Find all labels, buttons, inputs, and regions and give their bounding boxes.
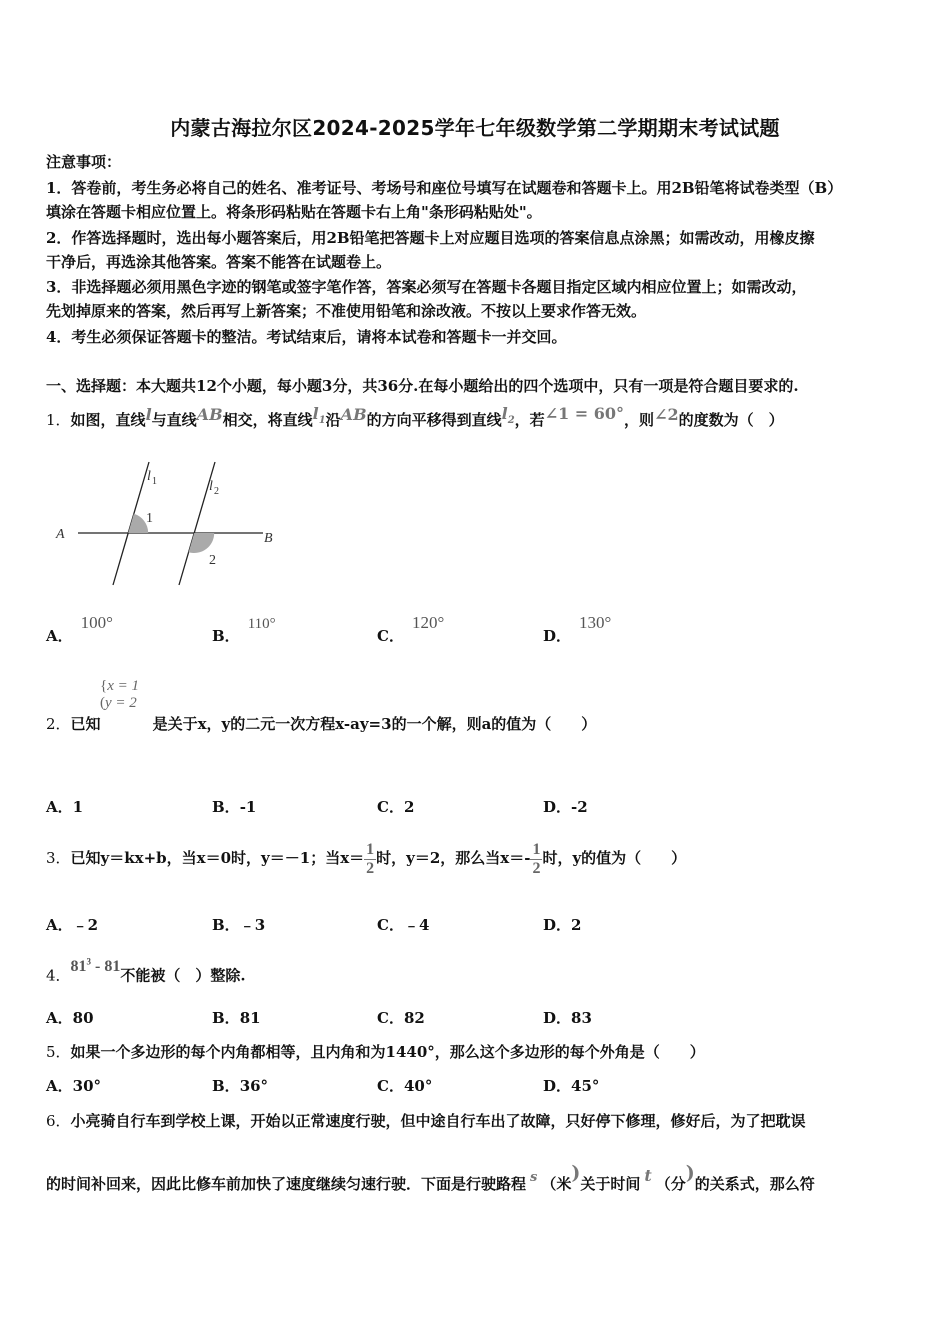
q4-option-c[interactable]: C．82 xyxy=(377,1009,425,1027)
q3-option-c[interactable]: C．﹣4 xyxy=(377,916,430,934)
q1-option-b[interactable]: B．110° xyxy=(212,616,276,645)
q1-option-c[interactable]: C．120° xyxy=(377,613,445,645)
q3-option-d[interactable]: D．2 xyxy=(543,916,582,934)
q2-option-c[interactable]: C．2 xyxy=(377,798,415,816)
notice-line-3a: 3．非选择题必须用黑色字迹的钢笔或签字笔作答，答案必须写在答题卡各题目指定区域内相应位置上；如需改动， xyxy=(46,278,807,296)
notice-line-3b: 先划掉原来的答案，然后再写上新答案；不准使用铅笔和涂改液。不按以上要求作答无效。 xyxy=(46,302,647,320)
question-4: 4．$81^3 - 81$不能被（ ）整除. xyxy=(46,957,246,985)
q5-option-d[interactable]: D．45° xyxy=(543,1077,600,1095)
section-heading: 一、选择题：本大题共12个小题，每小题3分，共36分.在每小题给出的四个选项中，只有一项是符合题目要求的. xyxy=(46,377,799,395)
q2-option-b[interactable]: B．-1 xyxy=(212,798,257,816)
label-l2: l xyxy=(209,479,213,494)
notice-line-2b: 干净后，再选涂其他答案。答案不能答在试题卷上。 xyxy=(46,253,392,271)
q2-option-a[interactable]: A．1 xyxy=(46,798,84,816)
label-l2-sub: 2 xyxy=(214,486,219,497)
fraction-half-1: $\frac{1}{2}$ xyxy=(366,840,375,877)
q4-option-a[interactable]: A．80 xyxy=(46,1009,94,1027)
q1-option-d[interactable]: D．130° xyxy=(543,613,612,645)
q2-system: {x = 1 (y = 2 xyxy=(100,678,139,711)
label-b: B xyxy=(264,531,273,546)
q5-option-c[interactable]: C．40° xyxy=(377,1077,433,1095)
label-a: A xyxy=(56,527,65,542)
page-title: 内蒙古海拉尔区2024-2025学年七年级数学第二学期期末考试试题 xyxy=(170,116,780,140)
q5-option-a[interactable]: A．30° xyxy=(46,1077,102,1095)
question-6-line-2: 的时间补回来，因此比修车前加快了速度继续匀速行驶．下面是行驶路程 s （米)关于时间 t （分)的关系式，那么符 xyxy=(46,1162,815,1193)
q3-option-b[interactable]: B．﹣3 xyxy=(212,916,266,934)
label-angle-1: 1 xyxy=(146,511,153,526)
notice-line-1a: 1．答卷前，考生务必将自己的姓名、准考证号、考场号和座位号填写在试题卷和答题卡上。用2B铅笔将试卷类型（B） xyxy=(46,179,843,197)
q5-option-b[interactable]: B．36° xyxy=(212,1077,269,1095)
notice-line-4: 4．考生必须保证答题卡的整洁。考试结束后，请将本试卷和答题卡一并交回。 xyxy=(46,328,567,346)
label-l1-sub: 1 xyxy=(152,476,157,487)
question-1: 1．如图，直线l与直线AB相交，将直线$l_1$沿AB的方向平移得到直线$l_2$，若∠1 = 60°，则∠2的度数为（ ） xyxy=(46,404,784,429)
q4-option-b[interactable]: B．81 xyxy=(212,1009,261,1027)
question-6-line-1: 6．小亮骑自行车到学校上课，开始以正常速度行驶，但中途自行车出了故障，只好停下修理，修好后，为了把耽误 xyxy=(46,1112,806,1130)
q4-option-d[interactable]: D．83 xyxy=(543,1009,592,1027)
question-2: 2．已知 是关于x，y的二元一次方程x-ay=3的一个解，则a的值为（ ） xyxy=(46,715,597,733)
question-3: 3．已知y＝kx+b，当x＝0时，y＝－1；当x＝ $\frac{1}{2}$ 时，y＝2，那么当x＝- $\frac{1}{2}$ 时，y的值为（ ） xyxy=(46,840,687,877)
angle-2-arc xyxy=(189,533,215,553)
q1-option-a[interactable]: A．100° xyxy=(46,613,113,645)
label-l1: l xyxy=(147,469,151,484)
q1-figure xyxy=(46,450,286,595)
notice-line-1b: 填涂在答题卡相应位置上。将条形码粘贴在答题卡右上角"条形码粘贴处"。 xyxy=(46,203,542,221)
q2-option-d[interactable]: D．-2 xyxy=(543,798,588,816)
notice-heading: 注意事项： xyxy=(46,153,122,171)
fraction-half-2: $\frac{1}{2}$ xyxy=(532,840,541,877)
question-5: 5．如果一个多边形的每个内角都相等，且内角和为1440°，那么这个多边形的每个外角是（ ） xyxy=(46,1043,705,1061)
q3-option-a[interactable]: A．﹣2 xyxy=(46,916,99,934)
question-number: 1． xyxy=(46,411,71,429)
notice-line-2a: 2．作答选择题时，选出每小题答案后，用2B铅笔把答题卡上对应题目选项的答案信息点涂黑；如需改动，用橡皮擦 xyxy=(46,229,815,247)
label-angle-2: 2 xyxy=(209,553,216,568)
